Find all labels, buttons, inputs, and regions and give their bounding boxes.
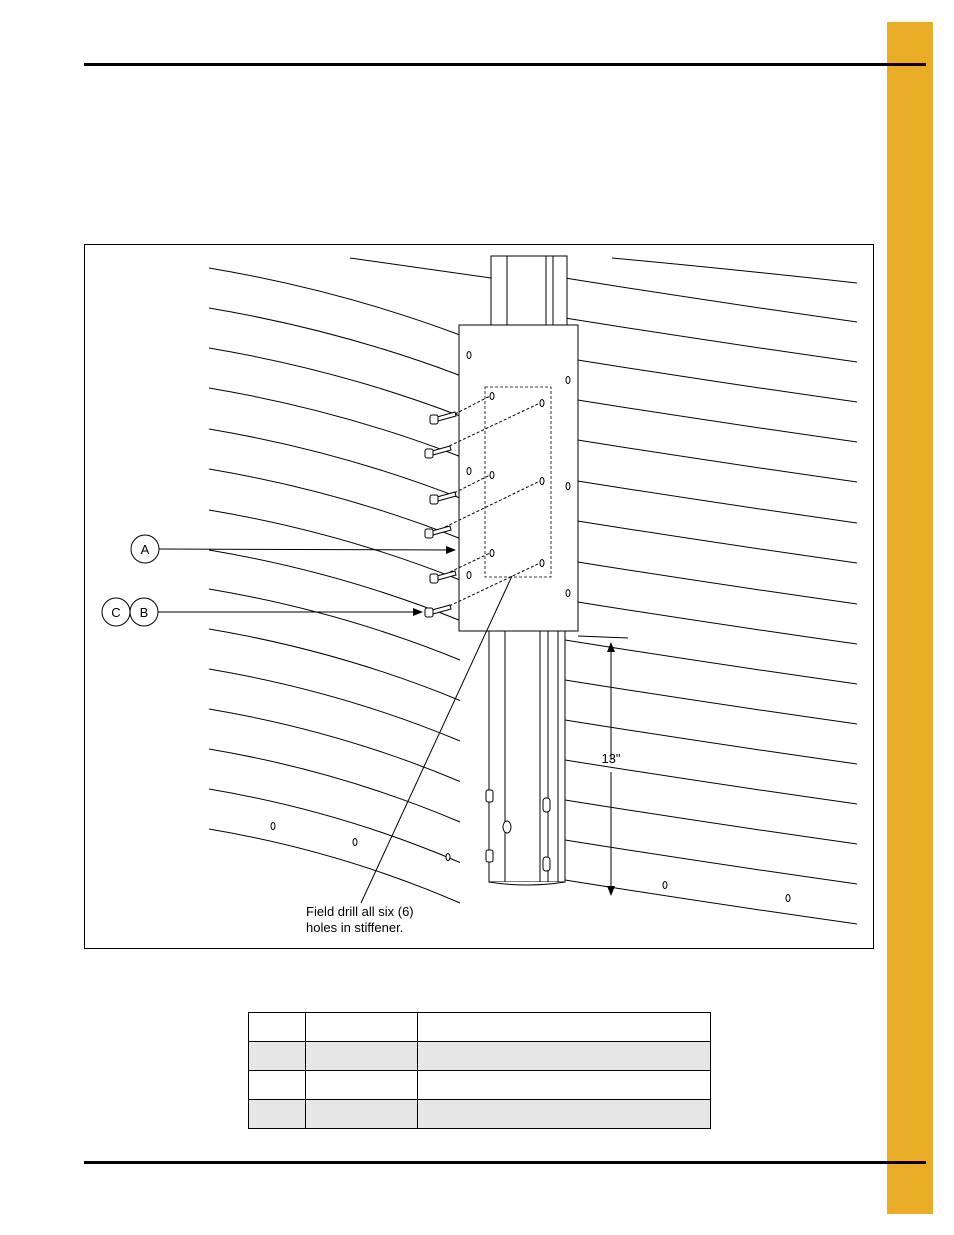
wall-seam-line bbox=[209, 388, 460, 457]
wall-seam-line bbox=[209, 669, 460, 741]
field-drill-note-line1: Field drill all six (6) bbox=[306, 904, 414, 919]
dimension-label: 13" bbox=[601, 751, 621, 766]
wall-seam-line bbox=[209, 348, 460, 416]
splice-plate bbox=[459, 325, 578, 631]
table-cell bbox=[249, 1042, 306, 1071]
wall-seam-line bbox=[350, 258, 491, 278]
table-cell bbox=[418, 1071, 711, 1100]
wall-seam-line bbox=[209, 589, 460, 660]
wall-seam-line bbox=[209, 789, 460, 863]
wall-seam-line bbox=[565, 398, 857, 442]
wall-seam-line bbox=[209, 308, 460, 376]
table-cell bbox=[418, 1042, 711, 1071]
callout-a-label: A bbox=[140, 542, 150, 557]
table-cell bbox=[418, 1100, 711, 1129]
wall-seam-line bbox=[209, 829, 460, 903]
wall-seam-line bbox=[209, 550, 460, 621]
wall-seam-line bbox=[565, 680, 857, 724]
table-cell bbox=[306, 1100, 418, 1129]
wall-seam-line bbox=[565, 278, 857, 322]
table-row bbox=[249, 1042, 711, 1071]
table-cell bbox=[249, 1100, 306, 1129]
table-cell bbox=[249, 1013, 306, 1042]
wall-seam-line bbox=[209, 268, 460, 335]
table-cell bbox=[306, 1013, 418, 1042]
wall-seam-line bbox=[565, 358, 857, 402]
wall-seam-line bbox=[209, 469, 460, 539]
wall-seam-line bbox=[565, 800, 857, 844]
wall-seam-line bbox=[612, 258, 857, 283]
table-row bbox=[249, 1071, 711, 1100]
wall-seam-line bbox=[565, 438, 857, 482]
wall-seam-line bbox=[565, 318, 857, 362]
parts-table bbox=[248, 1012, 711, 1129]
wall-seam-line bbox=[209, 629, 460, 701]
table-row bbox=[249, 1013, 711, 1042]
wall-seam-line bbox=[565, 880, 857, 924]
table-cell bbox=[306, 1042, 418, 1071]
table-row bbox=[249, 1100, 711, 1129]
wall-seam-line bbox=[565, 840, 857, 884]
wall-seam-line bbox=[209, 510, 460, 580]
table-cell bbox=[306, 1071, 418, 1100]
wall-seam-line bbox=[565, 479, 857, 523]
wall-seam-line bbox=[565, 640, 857, 684]
wall-seam-line bbox=[565, 760, 857, 804]
table-cell bbox=[418, 1013, 711, 1042]
wall-seam-line bbox=[565, 560, 857, 604]
callout-a bbox=[131, 535, 455, 563]
wall-seam-line bbox=[565, 519, 857, 563]
wall-seam-line bbox=[209, 749, 460, 822]
callout-c-b bbox=[102, 598, 422, 626]
wall-seam-line bbox=[209, 429, 460, 498]
field-drill-note-line2: holes in stiffener. bbox=[306, 920, 404, 935]
dimension-13in bbox=[578, 636, 628, 895]
callout-c-label: C bbox=[111, 605, 121, 620]
callout-b-label: B bbox=[139, 605, 149, 620]
table-cell bbox=[249, 1071, 306, 1100]
